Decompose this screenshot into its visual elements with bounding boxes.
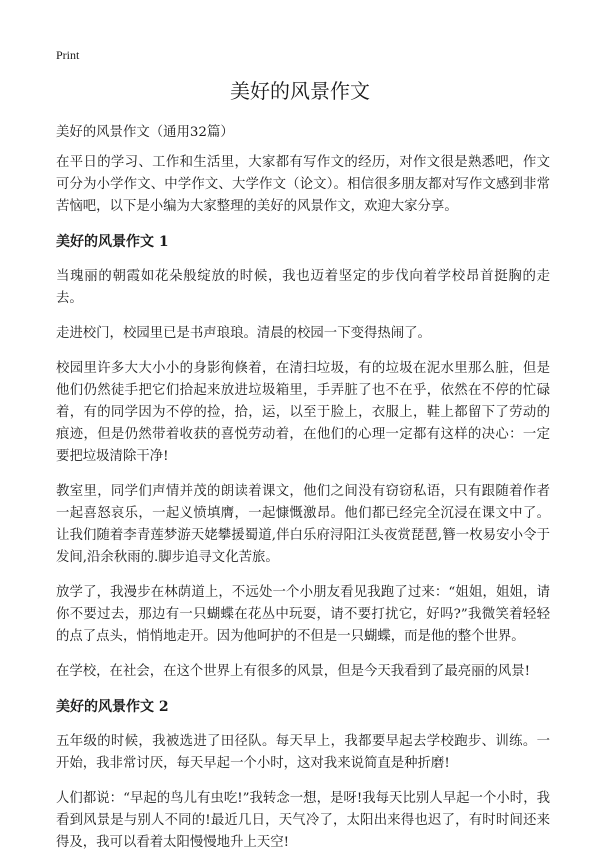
paragraph: 在学校，在社会，在这个世界上有很多的风景，但是今天我看到了最亮丽的风景! xyxy=(56,664,531,679)
page-title: 美好的风景作文 xyxy=(230,79,370,103)
section-heading-1: 美好的风景作文 1 xyxy=(56,234,169,250)
paragraph: 当瑰丽的朝霞如花朵般绽放的时候，我也迈着坚定的步伐向着学校昂首挺胸的走去。 xyxy=(56,269,550,306)
paragraph: 校园里许多大大小小的身影徇倏着，在清扫垃圾，有的垃圾在泥水里那么脏，但是他们仍然徒手把它们拾起来放进垃圾箱里，手弄脏了也不在乎，依然在不停的忙碌着，有的同学因为不停的捡，拾，运，以至于脸上，衣服上，鞋上都留下了劳动的痕迹，但是仍然带着收获的喜悦劳动着，在他们的心理一定都有这样的决心：一定要把垃圾清除干净! xyxy=(56,361,550,464)
article-subtitle: 美好的风景作文（通用32篇） xyxy=(56,125,234,140)
paragraph: 走进校门，校园里已是书声琅琅。清晨的校园一下变得热闹了。 xyxy=(56,326,431,341)
print-link[interactable]: Print xyxy=(56,48,80,62)
paragraph: 放学了，我漫步在林荫道上，不远处一个小朋友看见我跑了过来：“姐姐，姐姐，请你不要过去，那边有一只蝴蝶在花丛中玩耍，请不要打扰它，好吗?”我微笑着轻轻的点了点头，悄悄地走开。因为他呵护的不但是一只蝴蝶，而是他的整个世界。 xyxy=(56,585,550,644)
paragraph: 教室里，同学们声情并茂的朗读着课文，他们之间没有窃窃私语，只有跟随着作者一起喜怒哀乐，一起义愤填膺，一起慷慨激昂。他们都已经完全沉浸在课文中了。让我们随着李青莲梦游天姥攀援蜀道,伴白乐府浔阳江头夜赏琵琶,簪一枚易安小令于发间,沿余秋雨的.脚步追寻文化苦旅。 xyxy=(56,484,550,565)
section-heading-2: 美好的风景作文 2 xyxy=(56,699,169,715)
paragraph: 五年级的时候，我被选进了田径队。每天早上，我都要早起去学校跑步、训练。一开始，我非常讨厌，每天早起一个小时，这对我来说简直是种折磨! xyxy=(56,734,550,771)
intro-paragraph: 在平日的学习、工作和生活里，大家都有写作文的经历，对作文很是熟悉吧，作文可分为小学作文、中学作文、大学作文（论文）。相信很多朋友都对写作文感到非常苦恼吧，以下是小编为大家整理的美好的风景作文，欢迎大家分享。 xyxy=(56,155,550,214)
article-body xyxy=(56,122,550,867)
paragraph: 人们都说：“早起的鸟儿有虫吃!”我转念一想，是呀!我每天比别人早起一个小时，我看到风景是与别人不同的!最近几日，天气冷了，太阳出来得也迟了，有时时间还来得及，我可以看着太阳慢慢地升上天空! xyxy=(56,791,550,850)
